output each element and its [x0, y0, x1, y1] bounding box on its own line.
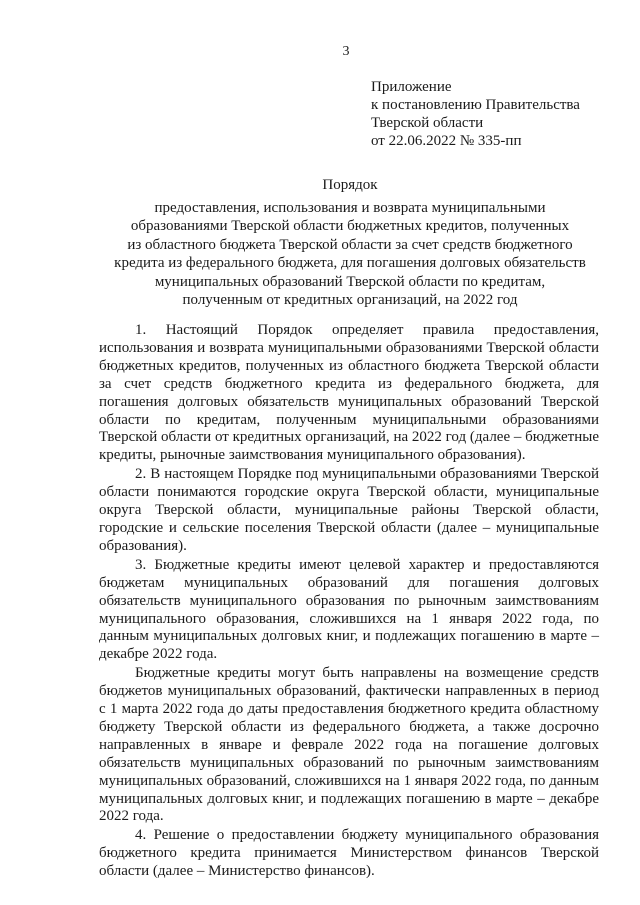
title-line: из областного бюджета Тверской области за счет средств бюджетного: [127, 236, 573, 253]
title-line: муниципальных образований Тверской области по кредитам,: [154, 273, 546, 290]
appendix-block: [371, 78, 580, 150]
page-number: 3: [342, 44, 350, 59]
appendix-date-number: от 22.06.2022 № 335-пп: [371, 133, 522, 149]
paragraph-3-continued: Бюджетные кредиты могут быть направлены на возмещение средств бюджетов муниципальных образований, фактически направленных в период с 1 марта 2022 года до даты предоставления бюджетного кредита областному бюджету Тверской области из федерального бюджета, а также досрочно направленных в январе и феврале 2022 года на погашение долговых обязательств муниципальных образований по рыночным заимствованиям муниципальных образований, сложившихся на 1 января 2022 года, по данным муниципальных долговых книг, и подлежащих погашению в марте – декабре 2022 года.: [99, 665, 599, 825]
appendix-line: к постановлению Правительства: [371, 97, 580, 113]
paragraph-3: 3. Бюджетные кредиты имеют целевой характер и предоставляются бюджетам муниципальных образований для погашения долговых обязательств муниципального образования по рыночным заимствованиям муниципального образования, сложившихся на 1 января 2022 года, по данным муниципальных долговых книг, и подлежащих погашению в марте – декабре 2022 года.: [99, 556, 599, 663]
title-line: кредита из федерального бюджета, для погашения долговых обязательств: [114, 255, 586, 271]
title-line: образованиями Тверской области бюджетных кредитов, полученных: [130, 218, 570, 234]
title-heading: Порядок: [322, 177, 378, 193]
document-body: [99, 322, 599, 881]
paragraph-2: 2. В настоящем Порядке под муниципальными образованиями Тверской области понимаются городские округа Тверской области, муниципальные округа Тверской области, муниципальные районы Тверской области, городские и сельские поселения Тверской области (далее – муниципальные образования).: [99, 466, 599, 554]
title-line: полученным от кредитных организаций, на 2022 год: [182, 292, 518, 308]
document-title: [100, 176, 600, 310]
paragraph-4: 4. Решение о предоставлении бюджету муниципального образования бюджетного кредита принимается Министерством финансов Тверской области (далее – Министерство финансов).: [99, 827, 599, 880]
appendix-line: Тверской области: [371, 115, 484, 131]
paragraph-1: 1. Настоящий Порядок определяет правила предоставления, использования и возврата муниципальными образованиями Тверской области бюджетных кредитов, полученных из областного бюджета Тверской области за счет средств бюджетного кредита из федерального бюджета, для погашения долговых обязательств муниципальных образований Тверской области по кредитам, полученным муниципальными образованиями Тверской области от кредитных организаций, на 2022 год (далее – бюджетные кредиты, рыночные заимствования муниципального образования).: [99, 322, 599, 464]
appendix-line: Приложение: [371, 79, 452, 95]
title-line: предоставления, использования и возврата муниципальными: [154, 199, 546, 216]
